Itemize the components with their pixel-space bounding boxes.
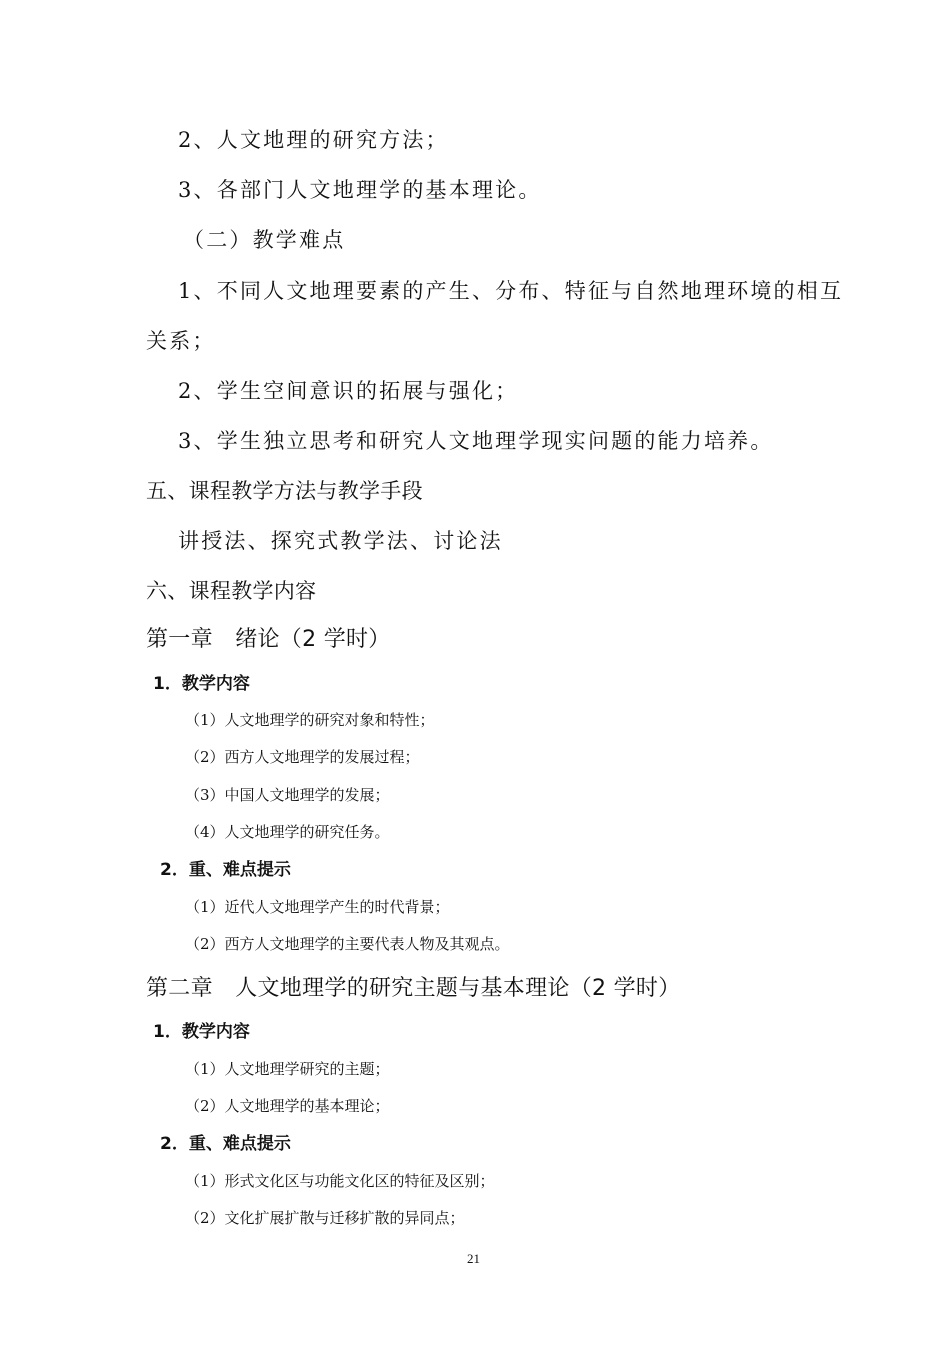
key-point-3: 3、各部门人文地理学的基本理论。	[178, 178, 542, 202]
chapter1-title: 第一章 绪论（2 学时）	[146, 627, 391, 652]
chapter2-key-item: （2）文化扩展扩散与迁移扩散的异同点；	[185, 1209, 465, 1227]
chapter2-title: 第二章 人文地理学的研究主题与基本理论（2 学时）	[146, 976, 681, 1001]
chapter2-key-item: （1）形式文化区与功能文化区的特征及区别；	[185, 1172, 495, 1190]
key-point-2: 2、人文地理的研究方法；	[178, 128, 449, 152]
difficulty-1-line2: 关系；	[146, 329, 216, 353]
chapter2-content-item: （1）人文地理学研究的主题；	[185, 1060, 390, 1078]
chapter1-content-item: （3）中国人文地理学的发展；	[185, 786, 390, 804]
chapter2-content-item: （2）人文地理学的基本理论；	[185, 1097, 390, 1115]
chapter1-key-item: （1）近代人文地理学产生的时代背景；	[185, 898, 450, 916]
section6-heading: 六、课程教学内容	[146, 579, 317, 603]
chapter2-content-heading: 1．教学内容	[153, 1022, 250, 1042]
difficulty-1-line1: 1、不同人文地理要素的产生、分布、特征与自然地理环境的相互	[178, 279, 844, 303]
chapter1-key-item: （2）西方人文地理学的主要代表人物及其观点。	[185, 935, 510, 953]
difficulty-3: 3、学生独立思考和研究人文地理学现实问题的能力培养。	[178, 429, 774, 453]
teaching-methods: 讲授法、探究式教学法、讨论法	[178, 529, 503, 553]
chapter1-content-heading: 1．教学内容	[153, 674, 250, 694]
chapter1-key-heading: 2．重、难点提示	[160, 860, 291, 880]
difficulties-heading: （二）教学难点	[183, 228, 346, 252]
difficulty-2: 2、学生空间意识的拓展与强化；	[178, 379, 519, 403]
chapter1-content-item: （1）人文地理学的研究对象和特性；	[185, 711, 435, 729]
chapter1-content-item: （4）人文地理学的研究任务。	[185, 823, 390, 841]
chapter2-key-heading: 2．重、难点提示	[160, 1134, 291, 1154]
section5-heading: 五、课程教学方法与教学手段	[146, 479, 423, 503]
page-number: 21	[467, 1251, 480, 1266]
chapter1-content-item: （2）西方人文地理学的发展过程；	[185, 748, 420, 766]
